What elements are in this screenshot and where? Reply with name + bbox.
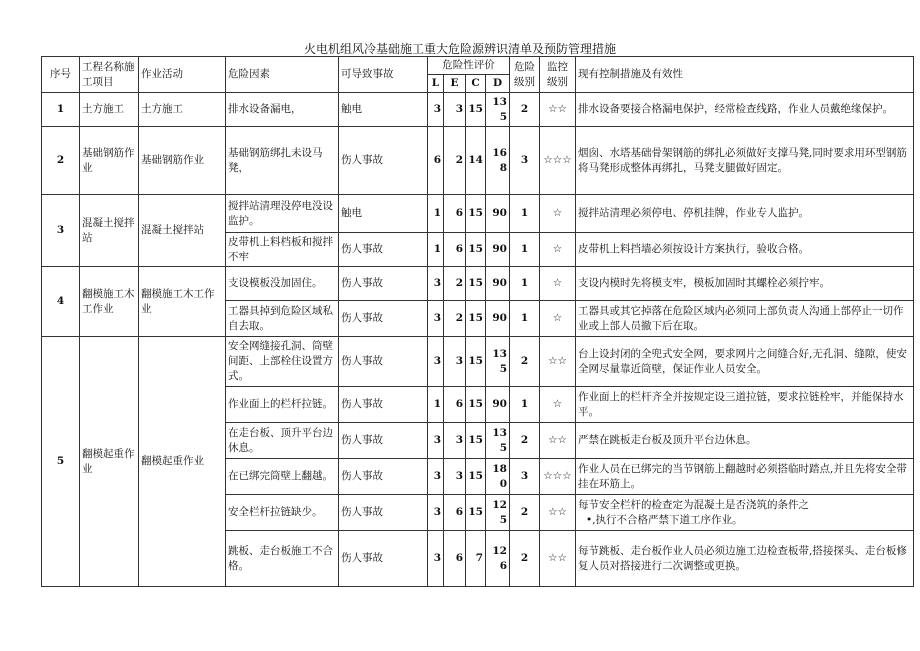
level-cell: 3 — [510, 127, 540, 195]
monitor-cell: ☆ — [540, 301, 576, 337]
measures-bullet-line: •,执行不合格严禁下道工序作业。 — [586, 513, 743, 526]
header-project: 工程名称施工项目 — [80, 57, 139, 93]
level-cell: 2 — [510, 93, 540, 127]
hazard-cell: 在已绑完筒壁上翻越。 — [226, 459, 339, 495]
l-cell: 3 — [428, 93, 444, 127]
l-cell: 3 — [428, 531, 444, 587]
header-measures: 现有控制措施及有效性 — [576, 57, 914, 93]
measures-cell: 台上设封闭的全兜式安全网，要求网片之间缝合好,无孔洞、缝隙，使安全网尽量靠近筒壁，保证作业人员安全。 — [576, 337, 914, 387]
accident-cell: 触电 — [339, 195, 428, 233]
accident-cell: 伤人事故 — [339, 301, 428, 337]
monitor-cell: ☆☆ — [540, 495, 576, 531]
monitor-cell: ☆☆ — [540, 337, 576, 387]
header-monitor: 监控级别 — [540, 57, 576, 93]
c-cell: 15 — [466, 233, 486, 267]
monitor-cell: ☆ — [540, 233, 576, 267]
activity-cell: 土方施工 — [139, 93, 226, 127]
table-row — [42, 195, 914, 233]
measures-cell: 作业面上的栏杆齐全并按规定设三道拉链，要求拉链栓牢，并能保持水平。 — [576, 387, 914, 423]
c-cell: 15 — [466, 93, 486, 127]
l-cell: 3 — [428, 301, 444, 337]
activity-cell: 混凝土搅拌站 — [139, 195, 226, 267]
table-row — [42, 267, 914, 301]
measures-cell: 支设内模时先将模支牢，模板加固时其螺栓必须拧牢。 — [576, 267, 914, 301]
accident-cell: 触电 — [339, 93, 428, 127]
header-row — [42, 57, 914, 75]
d-cell: 90 — [486, 195, 510, 233]
level-cell: 2 — [510, 337, 540, 387]
hazard-cell: 支设模板没加固住。 — [226, 267, 339, 301]
monitor-cell: ☆☆☆ — [540, 127, 576, 195]
header-seq: 序号 — [42, 57, 80, 93]
e-cell: 6 — [444, 387, 466, 423]
header-level: 危险级别 — [510, 57, 540, 93]
activity-cell: 翻模起重作业 — [139, 337, 226, 587]
c-cell: 15 — [466, 387, 486, 423]
hazard-cell: 跳板、走台板施工不合格。 — [226, 531, 339, 587]
measures-line: 每节安全栏杆的检查定为混凝土是否浇筑的条件之 — [578, 498, 809, 511]
c-cell: 15 — [466, 301, 486, 337]
measures-cell: 排水设备要接合格漏电保护，经常检查线路，作业人员戴绝缘保护。 — [576, 93, 914, 127]
e-cell: 6 — [444, 195, 466, 233]
d-cell: 135 — [486, 423, 510, 459]
l-cell: 1 — [428, 195, 444, 233]
header-eval: 危险性评价 — [428, 57, 510, 75]
activity-cell: 翻模施工木工作业 — [139, 267, 226, 337]
level-cell: 3 — [510, 459, 540, 495]
table-row — [42, 337, 914, 387]
header-accident: 可导致事故 — [339, 57, 428, 93]
seq-cell: 3 — [42, 195, 80, 267]
c-cell: 15 — [466, 337, 486, 387]
measures-cell: 严禁在跳板走台板及顶升平台边休息。 — [576, 423, 914, 459]
measures-cell: 工器具或其它掉落在危险区域内必须同上部负责人沟通上部停止一切作业或上部人员撤下后在取。 — [576, 301, 914, 337]
level-cell: 1 — [510, 267, 540, 301]
d-cell: 126 — [486, 531, 510, 587]
accident-cell: 伤人事故 — [339, 531, 428, 587]
hazard-cell: 工器具掉到危险区域私自去取。 — [226, 301, 339, 337]
header-activity: 作业活动 — [139, 57, 226, 93]
hazard-table — [41, 56, 914, 587]
monitor-cell: ☆ — [540, 267, 576, 301]
e-cell: 3 — [444, 337, 466, 387]
d-cell: 168 — [486, 127, 510, 195]
e-cell: 2 — [444, 301, 466, 337]
level-cell: 1 — [510, 301, 540, 337]
accident-cell: 伤人事故 — [339, 495, 428, 531]
activity-cell: 基础钢筋作业 — [139, 127, 226, 195]
e-cell: 6 — [444, 233, 466, 267]
seq-cell: 2 — [42, 127, 80, 195]
accident-cell: 伤人事故 — [339, 387, 428, 423]
measures-cell: 搅拌站清理必须停电、停机挂牌，作业专人监护。 — [576, 195, 914, 233]
project-cell: 混凝土搅拌站 — [80, 195, 139, 267]
d-cell: 90 — [486, 301, 510, 337]
hazard-cell: 在走台板、顶升平台边休息。 — [226, 423, 339, 459]
c-cell: 7 — [466, 531, 486, 587]
level-cell: 1 — [510, 195, 540, 233]
c-cell: 15 — [466, 495, 486, 531]
level-cell: 2 — [510, 423, 540, 459]
l-cell: 6 — [428, 127, 444, 195]
monitor-cell: ☆☆ — [540, 531, 576, 587]
header-hazard: 危险因素 — [226, 57, 339, 93]
seq-cell: 4 — [42, 267, 80, 337]
e-cell: 3 — [444, 423, 466, 459]
level-cell: 1 — [510, 387, 540, 423]
header-E: E — [444, 75, 466, 93]
l-cell: 1 — [428, 387, 444, 423]
header-C: C — [466, 75, 486, 93]
c-cell: 15 — [466, 423, 486, 459]
hazard-cell: 搅拌站清理没停电没设监护。 — [226, 195, 339, 233]
header-L: L — [428, 75, 444, 93]
accident-cell: 伤人事故 — [339, 267, 428, 301]
project-cell: 翻模施工木工作业 — [80, 267, 139, 337]
e-cell: 3 — [444, 459, 466, 495]
monitor-cell: ☆ — [540, 387, 576, 423]
e-cell: 2 — [444, 127, 466, 195]
d-cell: 90 — [486, 233, 510, 267]
d-cell: 135 — [486, 93, 510, 127]
accident-cell: 伤人事故 — [339, 127, 428, 195]
seq-cell: 1 — [42, 93, 80, 127]
d-cell: 90 — [486, 267, 510, 301]
project-cell: 基础钢筋作业 — [80, 127, 139, 195]
accident-cell: 伤人事故 — [339, 337, 428, 387]
l-cell: 3 — [428, 337, 444, 387]
measures-cell: 皮带机上料挡墙必须按设计方案执行，验收合格。 — [576, 233, 914, 267]
l-cell: 3 — [428, 459, 444, 495]
l-cell: 3 — [428, 423, 444, 459]
table-row — [42, 127, 914, 195]
header-D: D — [486, 75, 510, 93]
e-cell: 2 — [444, 267, 466, 301]
measures-cell — [576, 495, 914, 531]
e-cell: 6 — [444, 531, 466, 587]
monitor-cell: ☆☆ — [540, 93, 576, 127]
l-cell: 1 — [428, 233, 444, 267]
document-title: 火电机组风冷基础施工重大危险源辨识清单及预防管理措施 — [303, 42, 616, 56]
seq-cell: 5 — [42, 337, 80, 587]
c-cell: 15 — [466, 459, 486, 495]
measures-cell: 每节跳板、走台板作业人员必须边施工边检查板带,搭接探头、走台板修复人员对搭接进行二次调整或更换。 — [576, 531, 914, 587]
accident-cell: 伤人事故 — [339, 233, 428, 267]
level-cell: 2 — [510, 495, 540, 531]
level-cell: 1 — [510, 233, 540, 267]
hazard-cell: 安全栏杆拉链缺少。 — [226, 495, 339, 531]
d-cell: 135 — [486, 337, 510, 387]
d-cell: 90 — [486, 387, 510, 423]
c-cell: 15 — [466, 195, 486, 233]
accident-cell: 伤人事故 — [339, 423, 428, 459]
c-cell: 15 — [466, 267, 486, 301]
table-row — [42, 93, 914, 127]
level-cell: 2 — [510, 531, 540, 587]
measures-cell: 烟囱、水塔基础骨架钢筋的绑扎必须做好支撑马凳,同时要求用环型钢筋将马凳形成整体再绑扎，马凳支腿做好固定。 — [576, 127, 914, 195]
d-cell: 180 — [486, 459, 510, 495]
measures-cell: 作业人员在已绑完的当节钢筋上翻越时必须搭临时踏点,并且先将安全带挂在环筋上。 — [576, 459, 914, 495]
hazard-cell: 基础钢筋绑扎未设马凳， — [226, 127, 339, 195]
e-cell: 3 — [444, 93, 466, 127]
hazard-cell: 皮带机上料档板和搅拌不牢 — [226, 233, 339, 267]
hazard-cell: 安全网缝接孔洞、筒壁间距、上部栓住设置方式。 — [226, 337, 339, 387]
l-cell: 3 — [428, 267, 444, 301]
accident-cell: 伤人事故 — [339, 459, 428, 495]
project-cell: 土方施工 — [80, 93, 139, 127]
l-cell: 3 — [428, 495, 444, 531]
monitor-cell: ☆☆☆ — [540, 459, 576, 495]
c-cell: 14 — [466, 127, 486, 195]
e-cell: 6 — [444, 495, 466, 531]
project-cell: 翻模起重作业 — [80, 337, 139, 587]
monitor-cell: ☆ — [540, 195, 576, 233]
d-cell: 125 — [486, 495, 510, 531]
hazard-cell: 作业面上的栏杆拉链。 — [226, 387, 339, 423]
hazard-cell: 排水设备漏电， — [226, 93, 339, 127]
monitor-cell: ☆☆ — [540, 423, 576, 459]
